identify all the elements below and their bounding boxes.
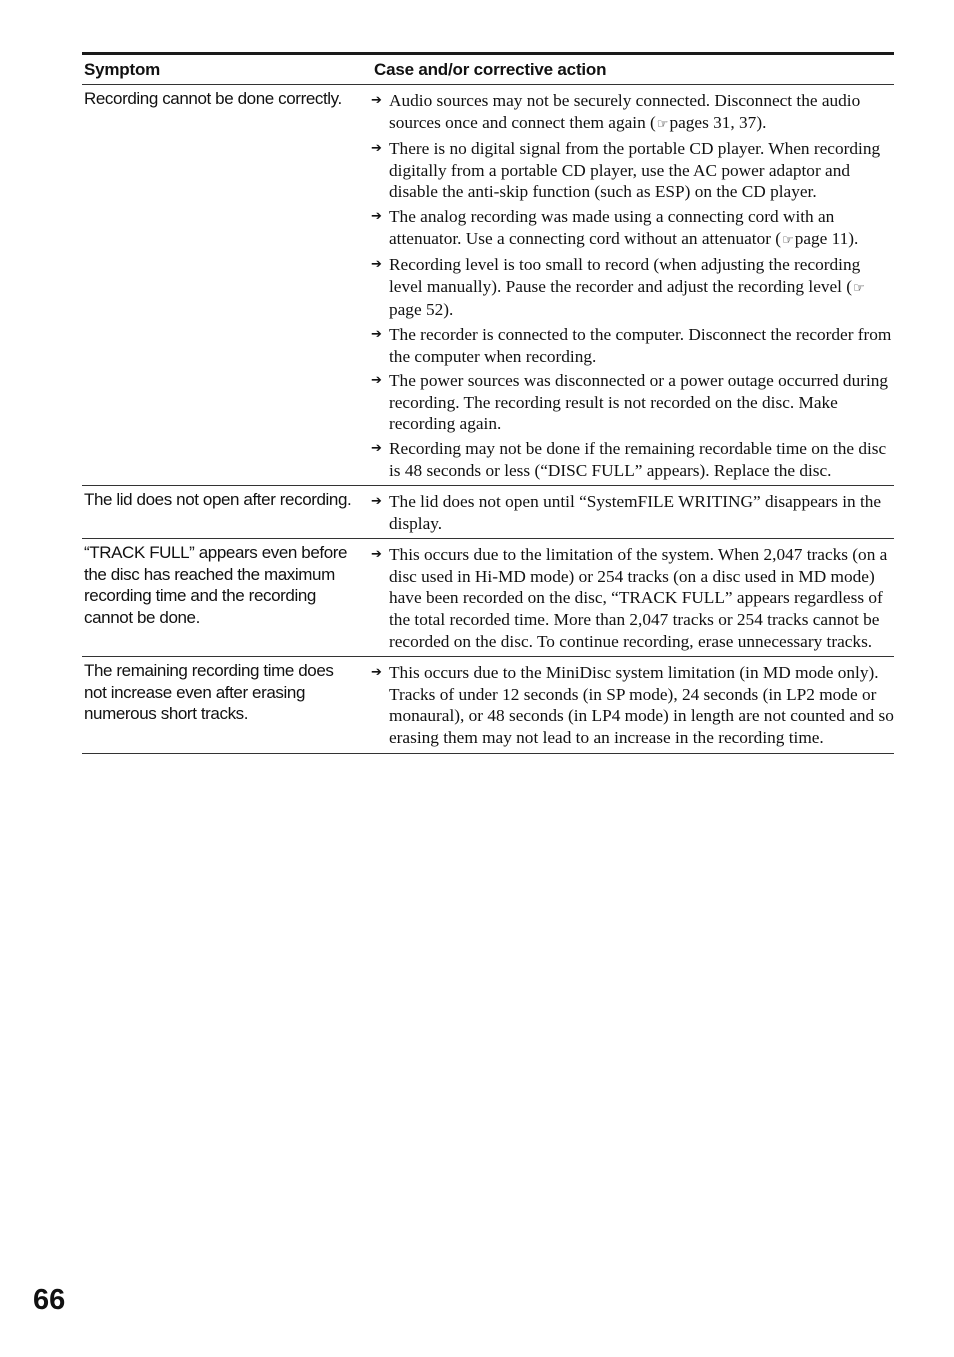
- right-arrow-icon: ➔: [371, 373, 382, 389]
- troubleshooting-table: [82, 52, 894, 754]
- action-item: ➔ This occurs due to the limitation of the system. When 2,047 tracks (on a disc used in Hi-MD mode) or 254 tracks (on a disc used in MD mode) have been recorded on the disc, “TRACK FULL” appears regardless of the total recorded time. More than 2,047 tracks or 254 tracks cannot be recorded on the disc. To continue recording, erase unnecessary tracks.: [371, 545, 888, 651]
- action-item: ➔ This occurs due to the MiniDisc system limitation (in MD mode only). Tracks of under 12 seconds (in SP mode), 24 seconds (in LP2 mode or monaural), or 48 seconds (in LP4 mode) in length are not counted and so erasing them may not lead to an increase in the recording time.: [371, 663, 894, 748]
- pointing-hand-icon: ☞: [782, 232, 794, 248]
- header-symptom: Symptom: [84, 59, 161, 79]
- action-item: ➔ Recording may not be done if the remaining recordable time on the disc is 48 seconds or less (“DISC FULL” appears). Replace the disc.: [371, 438, 887, 480]
- action-item: ➔ The lid does not open until “SystemFILE WRITING” disappears in the display.: [371, 492, 882, 533]
- right-arrow-icon: ➔: [371, 440, 382, 456]
- right-arrow-icon: ➔: [371, 93, 382, 108]
- table-row: [82, 657, 894, 753]
- pointing-hand-icon: ☞: [656, 116, 669, 132]
- right-arrow-icon: ➔: [371, 208, 382, 224]
- pointing-hand-icon: ☞: [853, 280, 865, 296]
- action-cell: [370, 657, 894, 752]
- action-cell: [370, 539, 894, 656]
- action-cell: [370, 85, 894, 485]
- table-row: [82, 85, 894, 486]
- action-item: ➔ The power sources was disconnected or a power outage occurred during recording. The recording result is not recorded on the disc. Make recording again.: [371, 371, 889, 434]
- right-arrow-icon: ➔: [371, 326, 382, 342]
- symptom-cell: Recording cannot be done correctly.: [84, 89, 342, 108]
- symptom-cell: The remaining recording time does not increase even after erasing numerous short tracks.: [84, 661, 334, 724]
- action-item: ➔ Recording level is too small to record (when adjusting the recording level manually). Pause the recorder and adjust the recording level (☞page 52).: [371, 255, 865, 320]
- header-action: Case and/or corrective action: [374, 59, 607, 79]
- right-arrow-icon: ➔: [371, 141, 382, 157]
- right-arrow-icon: ➔: [371, 547, 382, 563]
- symptom-cell: “TRACK FULL” appears even before the disc has reached the maximum recording time and the recording cannot be done.: [84, 543, 348, 628]
- right-arrow-icon: ➔: [371, 257, 382, 273]
- table-row: [82, 486, 894, 539]
- right-arrow-icon: ➔: [371, 494, 382, 510]
- table-header: [82, 55, 894, 85]
- action-item: ➔ There is no digital signal from the portable CD player. When recording digitally from a portable CD player, use the AC power adaptor and disable the anti-skip function (such as ESP) on the CD player.: [371, 139, 881, 202]
- page-number: 66: [33, 1284, 66, 1316]
- action-item: ➔ Audio sources may not be securely connected. Disconnect the audio sources once and connect them again (☞pages 31, 37).: [370, 90, 894, 135]
- action-item: ➔ The recorder is connected to the computer. Disconnect the recorder from the computer when recording.: [371, 324, 892, 366]
- table-row: [82, 539, 894, 657]
- action-cell: [370, 486, 894, 538]
- right-arrow-icon: ➔: [371, 665, 382, 681]
- symptom-cell: The lid does not open after recording.: [84, 490, 352, 510]
- action-item: ➔ The analog recording was made using a connecting cord with an attenuator. Use a connecting cord without an attenuator (☞page 11).: [370, 206, 894, 251]
